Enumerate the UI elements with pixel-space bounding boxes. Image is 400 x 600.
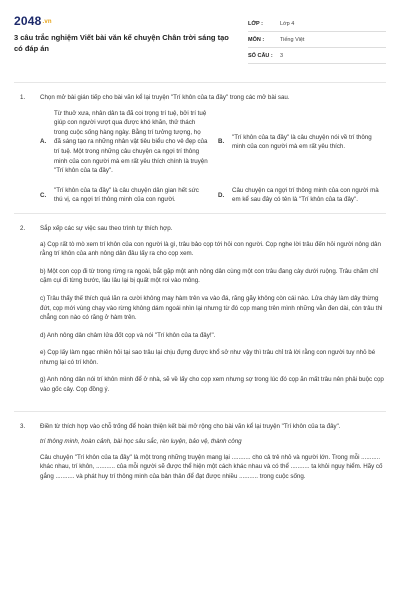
meta-row-grade: [248, 16, 386, 32]
answer-options: [40, 109, 386, 205]
meta-key: SỐ CÂU :: [248, 52, 273, 59]
logo-text: 2048: [14, 14, 42, 28]
question-stem: Sắp xếp các sự việc sau theo trình tự thích hợp.: [40, 224, 173, 232]
fill-in-paragraph: Câu chuyện "Trí khôn của ta đây" là một trong những truyện mang lại ........... cho cả trẻ nhỏ và người lớn. Trong mỗi ........... khác nhau, trí khôn, ........... của mỗi người sẽ được thể hiện một cách khác nhau và có thể ........... ta khỏi nguy hiểm. Hãy cố gắng ........... và phát huy trí thông minh của bản thân để đạt được nhiều ........... trong cuộc sống.: [40, 453, 383, 481]
option-text: "Trí khôn của ta đây" là câu chuyện dân gian hết sức thú vị, ca ngợi trí thông minh của con người.: [54, 186, 199, 204]
option-b[interactable]: [218, 109, 386, 176]
event-item-d: d) Anh nông dân châm lửa đốt cọp và nói "Trí khôn của ta đây!".: [40, 331, 216, 339]
header-left: [14, 14, 232, 74]
meta-value: Lớp 4: [280, 20, 295, 27]
question-body: [40, 224, 386, 403]
question-body: [40, 422, 386, 490]
event-item-a: a) Cọp rất tò mò xem trí khôn của con người là gì, trâu bảo cọp tới hỏi con người. Cọp nghe lời trâu đến hỏi người nông dân rằng trí khôn của anh nông dân đâu lấy ra cho cọp xem.: [40, 240, 381, 258]
logo-suffix: .vn: [42, 18, 52, 25]
question-1: [14, 93, 386, 205]
meta-value: Tiếng Việt: [280, 36, 305, 43]
option-letter: B.: [218, 138, 225, 146]
meta-table: [248, 16, 386, 74]
question-number: 2.: [20, 224, 26, 232]
event-item-e: e) Cọp lấy làm ngạc nhiên hỏi tại sao trâu lại chịu đựng được khổ sở như vậy thì trâu chỉ trả lời rằng con người tuy nhỏ bé nhưng lại có trí khôn.: [40, 349, 376, 366]
option-text: Câu chuyện ca ngợi trí thông minh của con người mà em kể sau đây có tên là "Trí khôn của ta đây".: [232, 186, 379, 204]
meta-value: 3: [280, 52, 284, 59]
document-header: [14, 14, 386, 74]
option-letter: A.: [40, 138, 47, 146]
question-number: 1.: [20, 94, 26, 101]
question-3: [14, 422, 386, 490]
event-item-g: g) Anh nông dân nói trí khôn mình để ở nhà, sẽ về lấy cho cọp xem nhưng sợ trong lúc đó cọp ăn mất trâu nên phải buộc cọp vào gốc cây. Cọp đồng ý.: [40, 376, 384, 394]
option-letter: D.: [218, 191, 225, 199]
question-divider: [14, 411, 386, 412]
meta-row-count: [248, 48, 386, 64]
meta-key: MÔN :: [248, 36, 265, 43]
event-item-b: b) Một con cọp đi từ trong rừng ra ngoài, bắt gặp một anh nông dân cùng một con trâu đang cày dưới ruộng. Trâu chăm chỉ cặm cụi đi từng bước, lâu lâu lại bị quất một roi vào mông.: [40, 267, 379, 285]
option-d[interactable]: [218, 186, 386, 205]
site-logo[interactable]: [14, 14, 232, 28]
question-number: 3.: [20, 422, 26, 430]
option-c[interactable]: [40, 186, 208, 205]
question-body: [40, 93, 386, 205]
word-bank: trí thông minh, hoàn cảnh, bài học sâu sắc, rèn luyện, bảo vệ, thành công: [40, 438, 242, 446]
event-item-c: c) Trâu thấy thế thích quá lăn ra cười không may hàm trên va vào đá, răng gãy không còn cái nào. Lửa cháy làm dây thừng đứt, cọp mới vùng chạy vào rừng không dám ngoái nhìn lại nhưng từ đó cọp mang trên mình những vằn đen dài, còn trâu thì chẳng con nào có răng ở hàm trên.: [40, 294, 383, 322]
document-title: 3 câu trắc nghiệm Viết bài văn kể chuyện Chân trời sáng tạo có đáp án: [14, 33, 229, 53]
header-divider: [14, 82, 386, 83]
question-2: [14, 224, 386, 403]
question-stem: Chọn mở bài gián tiếp cho bài văn kể lại truyện "Trí khôn của ta đây" trong các mở bài sau.: [40, 94, 290, 101]
option-text: Từ thuở xưa, nhân dân ta đã coi trọng trí tuệ, bởi trí tuệ giúp con người vượt qua được khó khăn, thử thách trong cuộc sống hàng ngày. Bằng trí tưởng tượng, họ đã sáng tạo ra những nhân vật tiêu biểu cho vẻ đẹp của trí tuệ. Một trong những câu chuyện ca ngợi trí thông minh của con người mà em rất yêu thích chính là truyện "Trí khôn của ta đây".: [54, 109, 208, 175]
meta-row-subject: [248, 32, 386, 48]
meta-key: LỚP :: [248, 20, 263, 27]
option-a[interactable]: [40, 109, 208, 176]
option-text: "Trí khôn của ta đây" là câu chuyện nói về trí thông minh của con người mà em rất yêu thích.: [232, 133, 372, 151]
question-divider: [14, 213, 386, 214]
question-stem: Điền từ thích hợp vào chỗ trống để hoàn thiện kết bài mở rộng cho bài văn kể lại truyện "Trí khôn của ta đây".: [40, 422, 341, 430]
option-letter: C.: [40, 191, 47, 199]
